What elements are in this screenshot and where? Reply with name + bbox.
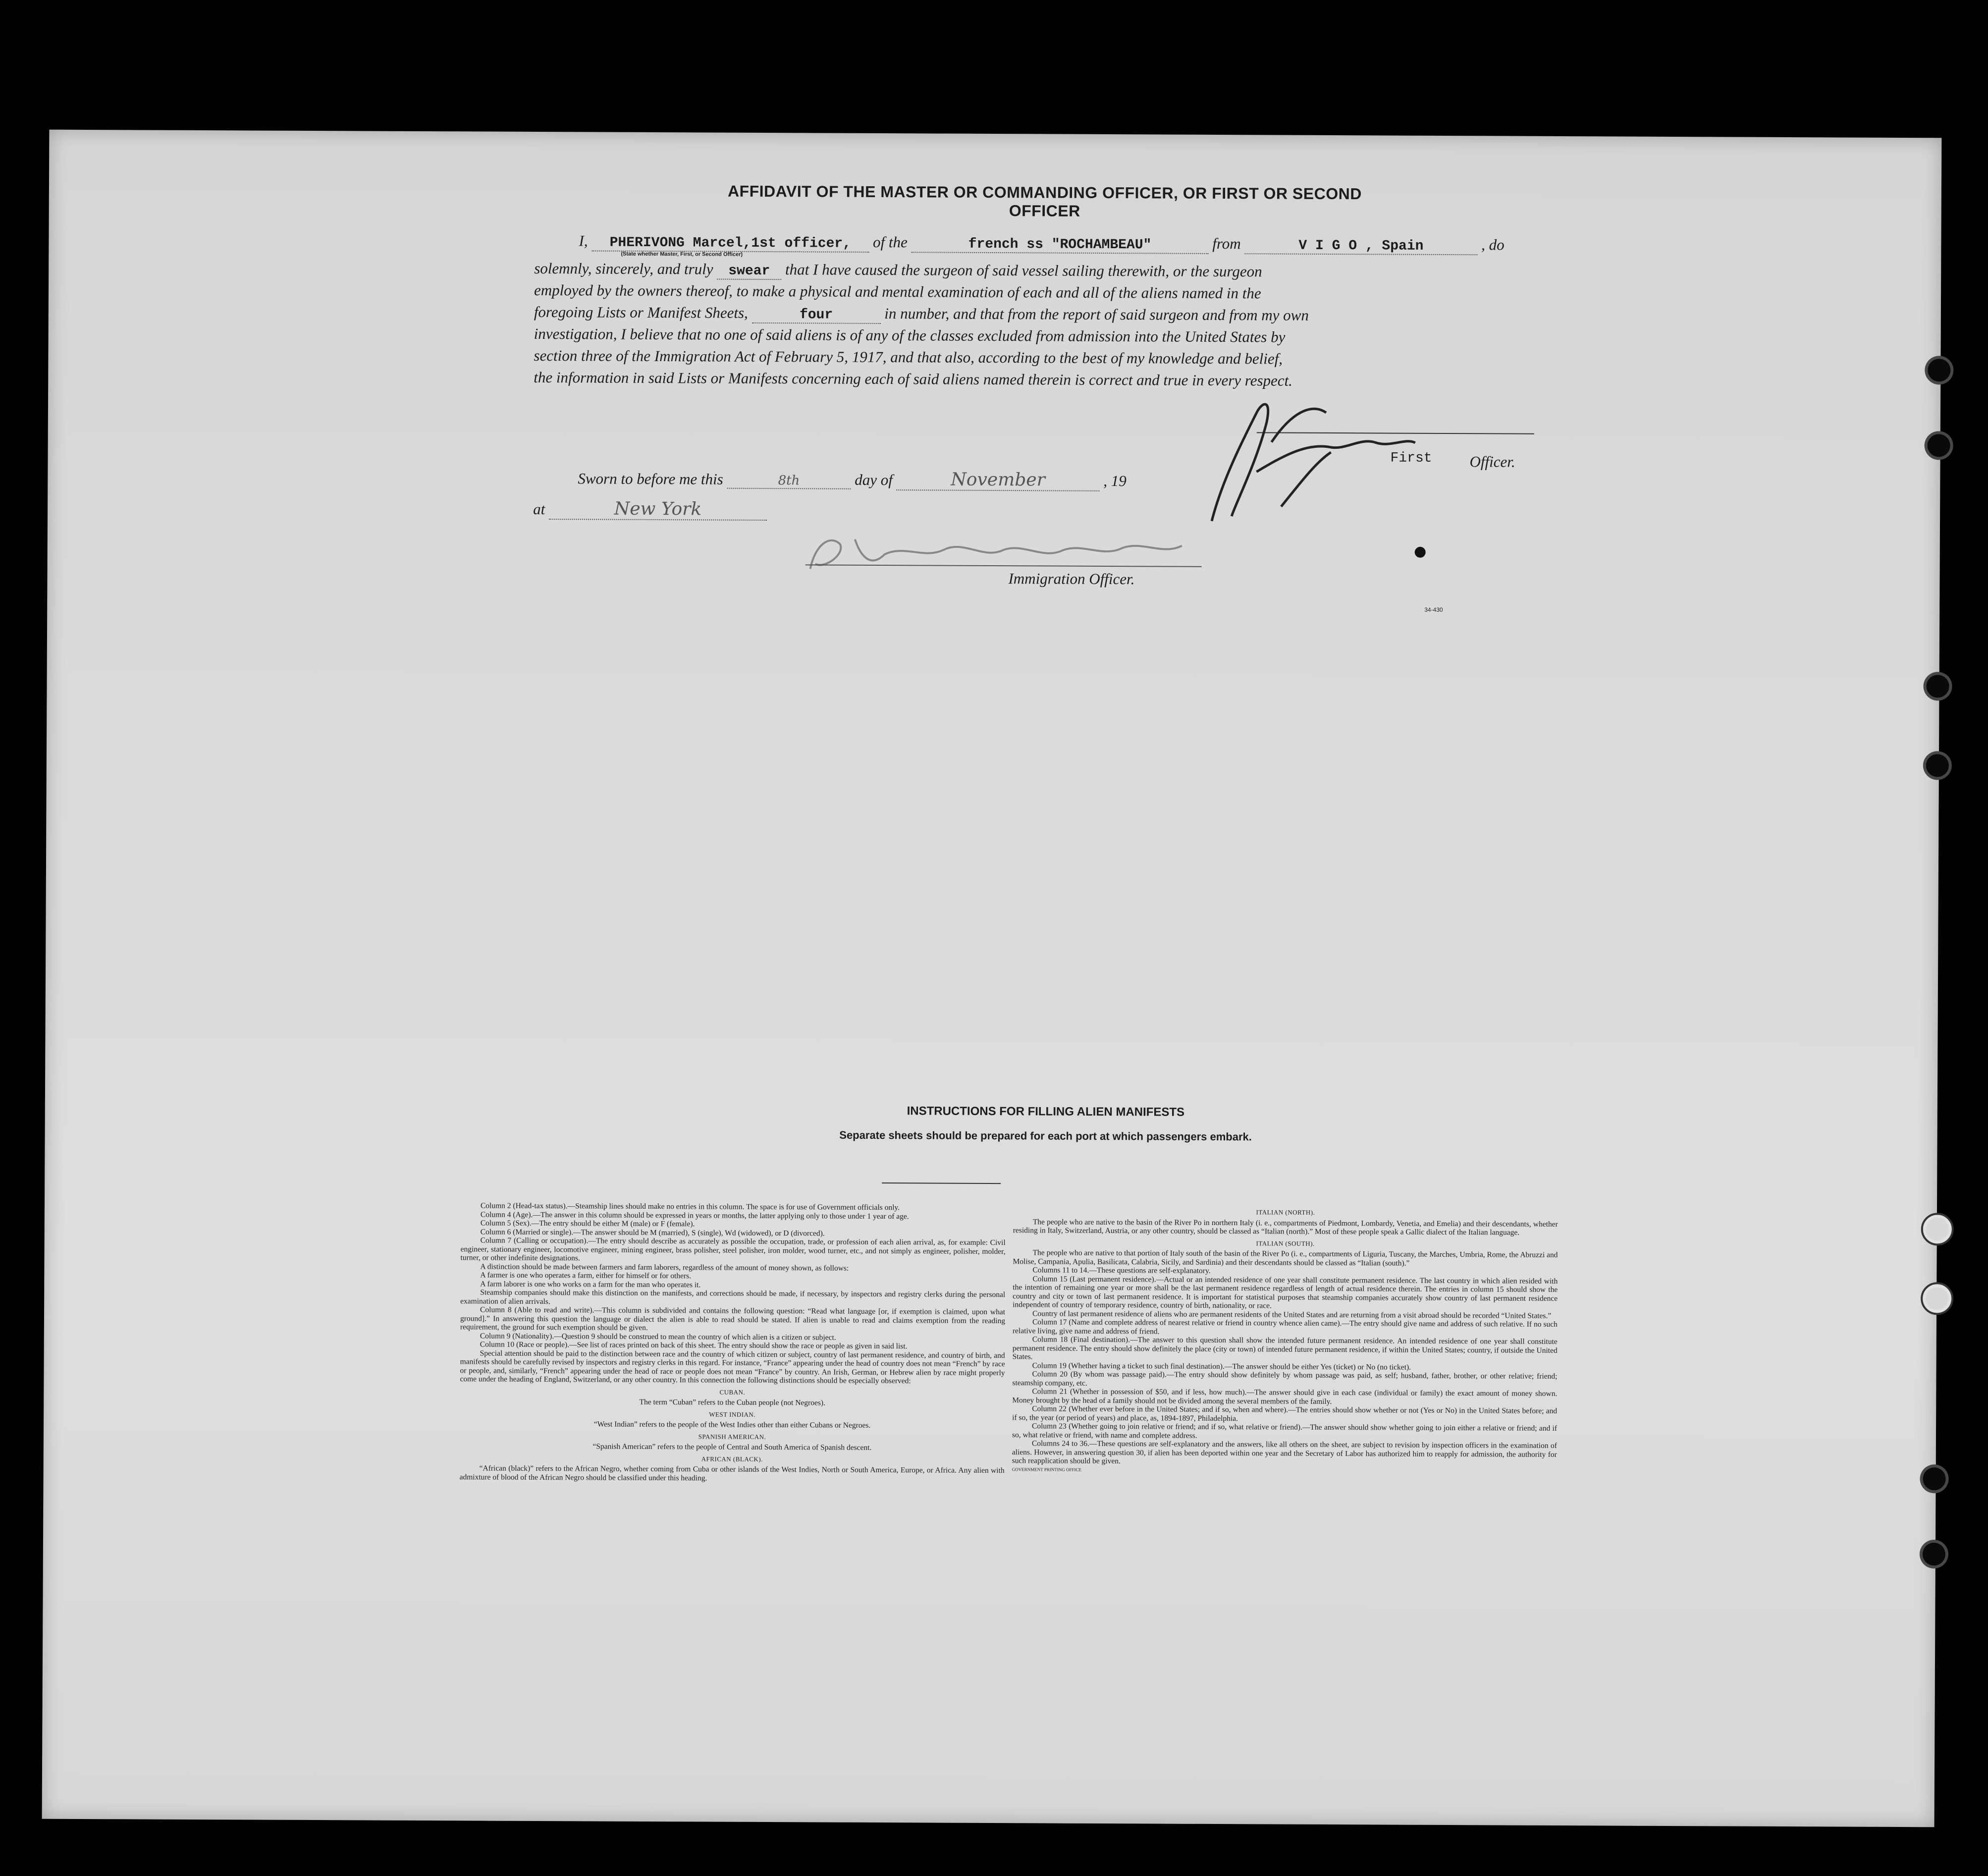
instruction-paragraph: Column 10 (Race or people).—See list of races printed on back of this sheet. The entry should show the race or people as given in said list. bbox=[480, 1340, 908, 1351]
do-label: , do bbox=[1481, 236, 1504, 254]
sworn-label: Sworn to before me this bbox=[578, 470, 723, 488]
punch-hole bbox=[1920, 1540, 1948, 1568]
of-the-label: of the bbox=[872, 233, 908, 251]
punch-hole bbox=[1923, 672, 1952, 700]
sworn-place: New York bbox=[549, 498, 767, 521]
immigration-officer-label: Immigration Officer. bbox=[1008, 570, 1135, 588]
punch-hole bbox=[1920, 1464, 1948, 1493]
instructions-right-column bbox=[1012, 1204, 1558, 1476]
port-name: V I G O , Spain bbox=[1244, 238, 1477, 255]
instruction-paragraph: Column 15 (Last permanent residence).—Actual or an intended residence of one year shall constitute permanent residence. The last country in which alien resided with the intention of remaining one year or more shall be the last permanent residence regardless of length of actual residence therein. The entries in column 15 should show the country and city or town of last permanent residence. It is important for statistical purposes that steamship companies accurately show country of last permanent residence independent of country of temporary residence, country of birth, nationality, or race. bbox=[1013, 1274, 1558, 1310]
affidavit-line-2 bbox=[534, 260, 1535, 283]
affidavit-text: that I have caused the surgeon of said vessel sailing therewith, or the surgeon bbox=[785, 261, 1262, 280]
instruction-paragraph: Column 5 (Sex).—The entry should be either M (male) or F (female). bbox=[480, 1219, 695, 1229]
divider-rule bbox=[882, 1182, 1001, 1184]
state-note: (State whether Master, First, or Second Officer) bbox=[621, 251, 743, 258]
instruction-paragraph: Column 6 (Married or single).—The answer should be M (married), S (single), Wd (widowed), or D (divorced). bbox=[480, 1228, 825, 1238]
instruction-paragraph: “Spanish American” refers to the people of Central and South America of Spanish descent. bbox=[592, 1442, 872, 1452]
instruction-paragraph: Column 9 (Nationality).—Question 9 should be construed to mean the country of which alien is a citizen or subject. bbox=[480, 1331, 836, 1342]
instruction-paragraph: Special attention should be paid to the distinction between race and the country of which citizen or subject, country of last permanent residence, and country of birth, and manifests should be carefully revised by inspectors and registry clerks in this regard. For instance, “France” appearing under the head of country does not mean “French” by race or people, and, similarly, “French” appearing under the head of race or people does not mean “France” by country. An Irish, German, or Hebrew alien by race might properly come under the heading of England, Switzerland, or any other country. In this connection the following distinctions should be especially observed: bbox=[460, 1348, 1005, 1386]
affidavit-text: solemnly, sincerely, and truly bbox=[534, 259, 713, 278]
instruction-paragraph: Country of last permanent residence of aliens who are permanent residents of the United States and are returning from a visit abroad should be recorded “United States.” bbox=[1032, 1309, 1552, 1320]
form-number: 34-430 bbox=[1424, 606, 1443, 613]
instruction-paragraph: Column 2 (Head-tax status).—Steamship lines should make no entries in this column. The space is for use of Government officials only. bbox=[480, 1201, 900, 1212]
affidavit-line-3: employed by the owners thereof, to make a physical and mental examination of each and all of the aliens named in the bbox=[534, 281, 1261, 302]
manifest-page bbox=[42, 130, 1942, 1827]
section-heading: ITALIAN (NORTH). bbox=[1256, 1208, 1315, 1216]
officer-name: PHERIVONG Marcel,1st officer, bbox=[591, 235, 869, 252]
instruction-paragraph: Column 8 (Able to read and write).—This column is subdivided and contains the following question: “Read what language [or, if exemption is claimed, upon what ground].” In answering this question the language or dialect the alien is able to read should be stated. If alien is unable to read and claims exemption from the reading requirement, the ground for such exemption should be given. bbox=[460, 1305, 1006, 1332]
officer-rank: First bbox=[1390, 450, 1432, 466]
instruction-paragraph: Column 19 (Whether having a ticket to such final destination).—The answer should be either Yes (ticket) or No (no ticket). bbox=[1032, 1361, 1411, 1372]
affidavit-title: AFFIDAVIT OF THE MASTER OR COMMANDING OFFICER, OR FIRST OR SECOND OFFICER bbox=[727, 182, 1362, 220]
instruction-paragraph: Column 4 (Age).—The answer in this column should be expressed in years or months, the latter applying only to those under 1 year of age. bbox=[480, 1210, 909, 1221]
affidavit-text: in number, and that from the report of said surgeon and from my own bbox=[884, 305, 1309, 324]
sworn-month: November bbox=[897, 469, 1100, 491]
ink-mark bbox=[1415, 547, 1426, 558]
instructions-title: INSTRUCTIONS FOR FILLING ALIEN MANIFESTS bbox=[907, 1104, 1185, 1119]
affidavit-text: foregoing Lists or Manifest Sheets, bbox=[534, 303, 748, 322]
instruction-paragraph: A distinction should be made between farmers and farm laborers, regardless of the amount of money shown, as follows: bbox=[480, 1262, 849, 1273]
oath-word: swear bbox=[717, 264, 781, 280]
punch-hole bbox=[1921, 1213, 1954, 1245]
sworn-day: 8th bbox=[727, 473, 851, 489]
punch-hole bbox=[1923, 751, 1952, 780]
instruction-paragraph: Column 23 (Whether going to join relative or friend; and if so, what relative or friend).—The answer should show whether going to join either a relative or friend; and if so, what relative or friend, with name and complete address. bbox=[1012, 1422, 1558, 1440]
section-heading: ITALIAN (SOUTH). bbox=[1256, 1239, 1315, 1247]
instruction-paragraph: Column 21 (Whether in possession of $50, and if less, how much).—The answer should give in each case (individual or family) the exact amount of money shown. Money brought by the head of a family should not be divided among the several members of the family. bbox=[1012, 1387, 1558, 1406]
instruction-paragraph: “African (black)” refers to the African Negro, whether coming from Cuba or other islands of the West Indies, North or South America, Europe, or Africa. Any alien with admixture of blood of the African Negro should be classified under this heading. bbox=[459, 1464, 1005, 1483]
punch-hole bbox=[1921, 1282, 1953, 1315]
instruction-paragraph: Steamship companies should make this distinction on the manifests, and corrections should be made, if necessary, by inspectors and registry clerks during the personal examination of alien arrivals. bbox=[460, 1288, 1006, 1306]
ship-name: french ss "ROCHAMBEAU" bbox=[911, 236, 1208, 254]
instruction-paragraph: The people who are native to that portion of Italy south of the basin of the River Po (i. e., compartments of Liguria, Tuscany, the Marches, Umbria, Rome, the Abruzzi and Molise, Campania, Apulia, Basilicata, Calabria, Sicily, and Sardinia) and their descendants should be classed as “Italian (south).” bbox=[1013, 1248, 1558, 1268]
instructions-subtitle: Separate sheets should be prepared for each port at which passengers embark. bbox=[839, 1128, 1252, 1143]
instruction-paragraph: Column 22 (Whether ever before in the United States; and if so, when and where).—The entries should show whether or not (Yes or No) in the United States before; and if so, the year (or period of years) and place, as, 1894-1897, Philadelphia. bbox=[1012, 1404, 1558, 1423]
officer-label: Officer. bbox=[1469, 453, 1515, 471]
affidavit-line-4 bbox=[534, 303, 1535, 327]
punch-hole bbox=[1925, 431, 1953, 460]
instruction-paragraph: Column 17 (Name and complete address of nearest relative or friend in country whence alien came).—The entry should give name and address of such relative. If no such relative living, give name and address of friend. bbox=[1012, 1318, 1558, 1336]
instructions-left-column bbox=[460, 1201, 1006, 1484]
instruction-paragraph: A farmer is one who operates a farm, either for himself or for others. bbox=[480, 1271, 692, 1281]
instruction-paragraph: Columns 24 to 36.—These questions are self-explanatory and the answers, like all others on the sheet, are subject to revision by inspection officers in the examination of aliens. However, in answering question 30, if alien has been deported within one year and the Secretary of Labor has authorized him to reapply for admission, the authority for such reapplication should be given. bbox=[1012, 1439, 1557, 1466]
instruction-paragraph: Column 7 (Calling or occupation).—The entry should describe as accurately as possible the occupation, trade, or profession of each alien arrival, as, for example: Civil engineer, stationary engineer, locomotive engineer, mining engineer, brass polisher, steel polisher, iron molder, wood turner, etc., and not simply as engineer, polisher, molder, turner, or other indefinite designations. bbox=[460, 1236, 1006, 1263]
i-label: I, bbox=[579, 232, 588, 250]
affidavit-line-5: investigation, I believe that no one of said aliens is of any of the classes excluded from admission into the United States by bbox=[534, 324, 1286, 346]
from-label: from bbox=[1212, 234, 1241, 253]
at-label: at bbox=[533, 500, 545, 518]
section-heading: AFRICAN (BLACK). bbox=[701, 1454, 763, 1463]
sworn-line bbox=[578, 468, 1578, 493]
day-of-label: day of bbox=[855, 471, 893, 489]
affidavit-line-6: section three of the Immigration Act of February 5, 1917, and that also, according to the best of my knowledge and belief, bbox=[534, 346, 1283, 368]
section-heading: CUBAN. bbox=[719, 1388, 746, 1396]
instruction-paragraph: The term “Cuban” refers to the Cuban people (not Negroes). bbox=[639, 1397, 825, 1407]
instruction-paragraph: A farm laborer is one who works on a farm for the man who operates it. bbox=[480, 1280, 701, 1289]
instruction-paragraph: Columns 11 to 14.—These questions are self-explanatory. bbox=[1032, 1266, 1211, 1275]
sworn-place-line bbox=[533, 498, 1534, 524]
section-heading: WEST INDIAN. bbox=[709, 1410, 756, 1418]
section-heading: SPANISH AMERICAN. bbox=[698, 1432, 766, 1441]
affidavit-line-7: the information in said Lists or Manifests concerning each of said aliens named therein is correct and true in every respect. bbox=[534, 368, 1293, 389]
instruction-paragraph: Column 18 (Final destination).—The answer to this question shall show the intended future permanent residence. An intended residence of one year shall constitute permanent residence. The entry should show definitely the place (city or town) of intended future permanent residence, if within the United States; country, if outside the United States. bbox=[1012, 1335, 1558, 1361]
year-prefix: , 19 bbox=[1103, 472, 1127, 490]
instruction-paragraph: “West Indian” refers to the people of the West Indies other than either Cubans or Negroes. bbox=[593, 1420, 871, 1430]
punch-hole bbox=[1925, 356, 1953, 384]
sheet-count: four bbox=[752, 307, 881, 324]
printer-note: GOVERNMENT PRINTING OFFICE bbox=[1012, 1466, 1082, 1472]
instruction-paragraph: The people who are native to the basin of the River Po in northern Italy (i. e., compartments of Piedmont, Lombardy, Venetia, and Emelia) and their descendants, whether residing in Italy, Switzerland, Austria, or any other country, should be classed as “Italian (north).” Most of these people speak a Gallic dialect of the Italian language. bbox=[1013, 1217, 1558, 1237]
instruction-paragraph: Column 20 (By whom was passage paid).—The entry should show definitely by whom passage was paid, as self; husband, father, brother, or other relative; friend; steamship company, etc. bbox=[1012, 1370, 1558, 1388]
